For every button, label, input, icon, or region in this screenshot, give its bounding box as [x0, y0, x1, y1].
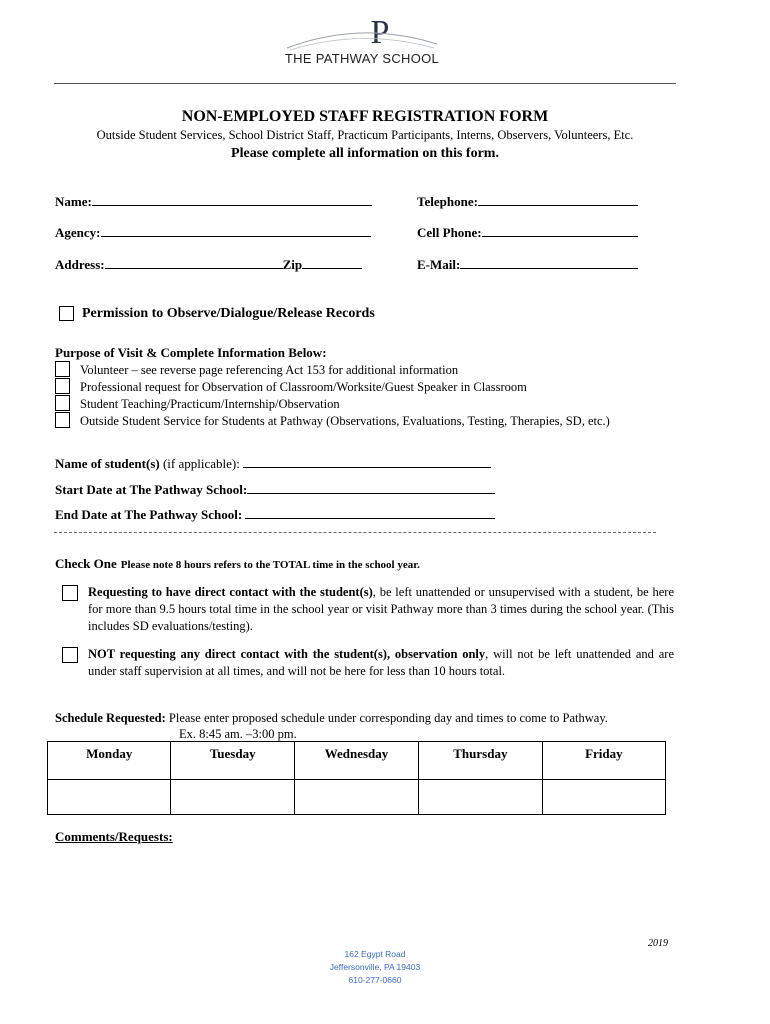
student-name-line[interactable]: [243, 455, 491, 468]
agency-line[interactable]: [101, 224, 371, 237]
start-date-field[interactable]: [55, 481, 495, 498]
no-contact-bold: NOT requesting any direct contact with the student(s), observation only: [88, 647, 486, 661]
end-date-line[interactable]: [245, 506, 495, 519]
no-contact-text: , will not be left unattended and are under staff supervision at all times, and will not be here for less than 10 hours total.: [88, 647, 674, 678]
agency-label: Agency:: [55, 225, 101, 240]
schedule-cell-thursday[interactable]: [419, 780, 543, 815]
purpose-option: Volunteer – see reverse page referencing Act 153 for additional information: [80, 363, 459, 377]
form-year: 2019: [648, 938, 668, 949]
day-header-wednesday: Wednesday: [294, 742, 418, 780]
email-field[interactable]: [417, 256, 638, 273]
form-title: NON-EMPLOYED STAFF REGISTRATION FORM: [181, 108, 549, 125]
student-name-field[interactable]: [55, 455, 491, 472]
check-one-heading: [55, 555, 420, 573]
comments-label: Comments/Requests:: [55, 829, 173, 844]
direct-contact-text: , be left unattended or unsupervised with a student, be here for more than 9.5 hours total time in the school year or visit Pathway more than 3 times during the school year. (This includes SD evaluations/testing).: [88, 585, 674, 633]
section-divider: [54, 532, 656, 533]
direct-contact-checkbox[interactable]: [62, 585, 78, 601]
logo-letter: P: [370, 14, 390, 51]
direct-contact-option: [88, 584, 674, 635]
end-date-label: End Date at The Pathway School:: [55, 507, 246, 522]
schedule-text: Please enter proposed schedule under corresponding day and times to come to Pathway.: [165, 711, 608, 725]
student-name-note: (if applicable):: [159, 456, 244, 471]
purpose-checkbox-professional[interactable]: [55, 378, 70, 394]
name-label: Name:: [55, 194, 92, 209]
purpose-option: Outside Student Service for Students at Pathway (Observations, Evaluations, Testing, Therapies, SD, etc.): [80, 414, 610, 428]
day-header-thursday: Thursday: [419, 742, 543, 780]
header-divider: [54, 83, 676, 84]
start-date-line[interactable]: [247, 481, 495, 494]
name-field[interactable]: [55, 193, 372, 210]
schedule-table: [47, 741, 666, 815]
agency-field[interactable]: [55, 224, 371, 241]
schedule-cell-tuesday[interactable]: [171, 780, 294, 815]
cell-phone-line[interactable]: [482, 224, 638, 237]
day-header-tuesday: Tuesday: [171, 742, 294, 780]
cell-phone-label: Cell Phone:: [417, 225, 482, 240]
day-header-monday: Monday: [48, 742, 171, 780]
no-contact-option: [88, 646, 674, 680]
email-line[interactable]: [460, 256, 638, 269]
zip-line[interactable]: [302, 256, 362, 269]
purpose-checkbox-student-teaching[interactable]: [55, 395, 70, 411]
day-header-friday: Friday: [542, 742, 665, 780]
start-date-label: Start Date at The Pathway School:: [55, 482, 248, 497]
check-one-label: Check One: [55, 556, 117, 571]
check-one-note: Please note 8 hours refers to the TOTAL time in the school year.: [120, 559, 420, 571]
purpose-options: [80, 362, 610, 430]
schedule-cell-monday[interactable]: [48, 780, 171, 815]
schedule-intro: [55, 711, 608, 726]
purpose-checkbox-volunteer[interactable]: [55, 361, 70, 377]
address-label: Address:: [55, 257, 105, 272]
purpose-option: Professional request for Observation of Classroom/Worksite/Guest Speaker in Classroom: [80, 380, 527, 394]
schedule-entry-row: [48, 780, 666, 815]
footer-street: 162 Egypt Road: [344, 949, 406, 959]
name-line[interactable]: [92, 193, 372, 206]
zip-label: Zip: [282, 257, 303, 272]
telephone-field[interactable]: [417, 193, 638, 210]
logo-name: THE PATHWAY SCHOOL: [284, 51, 440, 66]
form-instruction: Please complete all information on this form.: [231, 146, 499, 161]
footer-address: [0, 948, 750, 987]
end-date-field[interactable]: [55, 506, 495, 523]
address-line[interactable]: [105, 256, 283, 269]
purpose-heading: Purpose of Visit & Complete Information Below:: [55, 345, 327, 360]
student-name-label: Name of student(s): [55, 456, 160, 471]
form-subtitle: Outside Student Services, School District Staff, Practicum Participants, Interns, Observers, Volunteers, Etc.: [96, 128, 634, 142]
direct-contact-bold: Requesting to have direct contact with the student(s): [88, 585, 373, 599]
schedule-header-row: [48, 742, 666, 780]
schedule-cell-friday[interactable]: [542, 780, 665, 815]
telephone-label: Telephone:: [417, 194, 478, 209]
email-label: E-Mail:: [417, 257, 461, 272]
purpose-checkbox-outside-service[interactable]: [55, 412, 70, 428]
footer-phone: 610-277-0660: [348, 975, 402, 985]
address-field[interactable]: [55, 256, 362, 273]
no-contact-checkbox[interactable]: [62, 647, 78, 663]
purpose-option: Student Teaching/Practicum/Internship/Observation: [80, 397, 340, 411]
cell-phone-field[interactable]: [417, 224, 638, 241]
purpose-checkboxes: [55, 361, 70, 429]
logo-swoosh-icon: [282, 26, 442, 52]
telephone-line[interactable]: [478, 193, 638, 206]
schedule-example: Ex. 8:45 am. –3:00 pm.: [179, 727, 297, 741]
permission-label: Permission to Observe/Dialogue/Release Records: [82, 306, 375, 321]
footer-city: Jeffersonville, PA 19403: [329, 962, 421, 972]
schedule-cell-wednesday[interactable]: [294, 780, 418, 815]
permission-checkbox[interactable]: [59, 306, 74, 321]
schedule-label: Schedule Requested:: [55, 711, 166, 725]
